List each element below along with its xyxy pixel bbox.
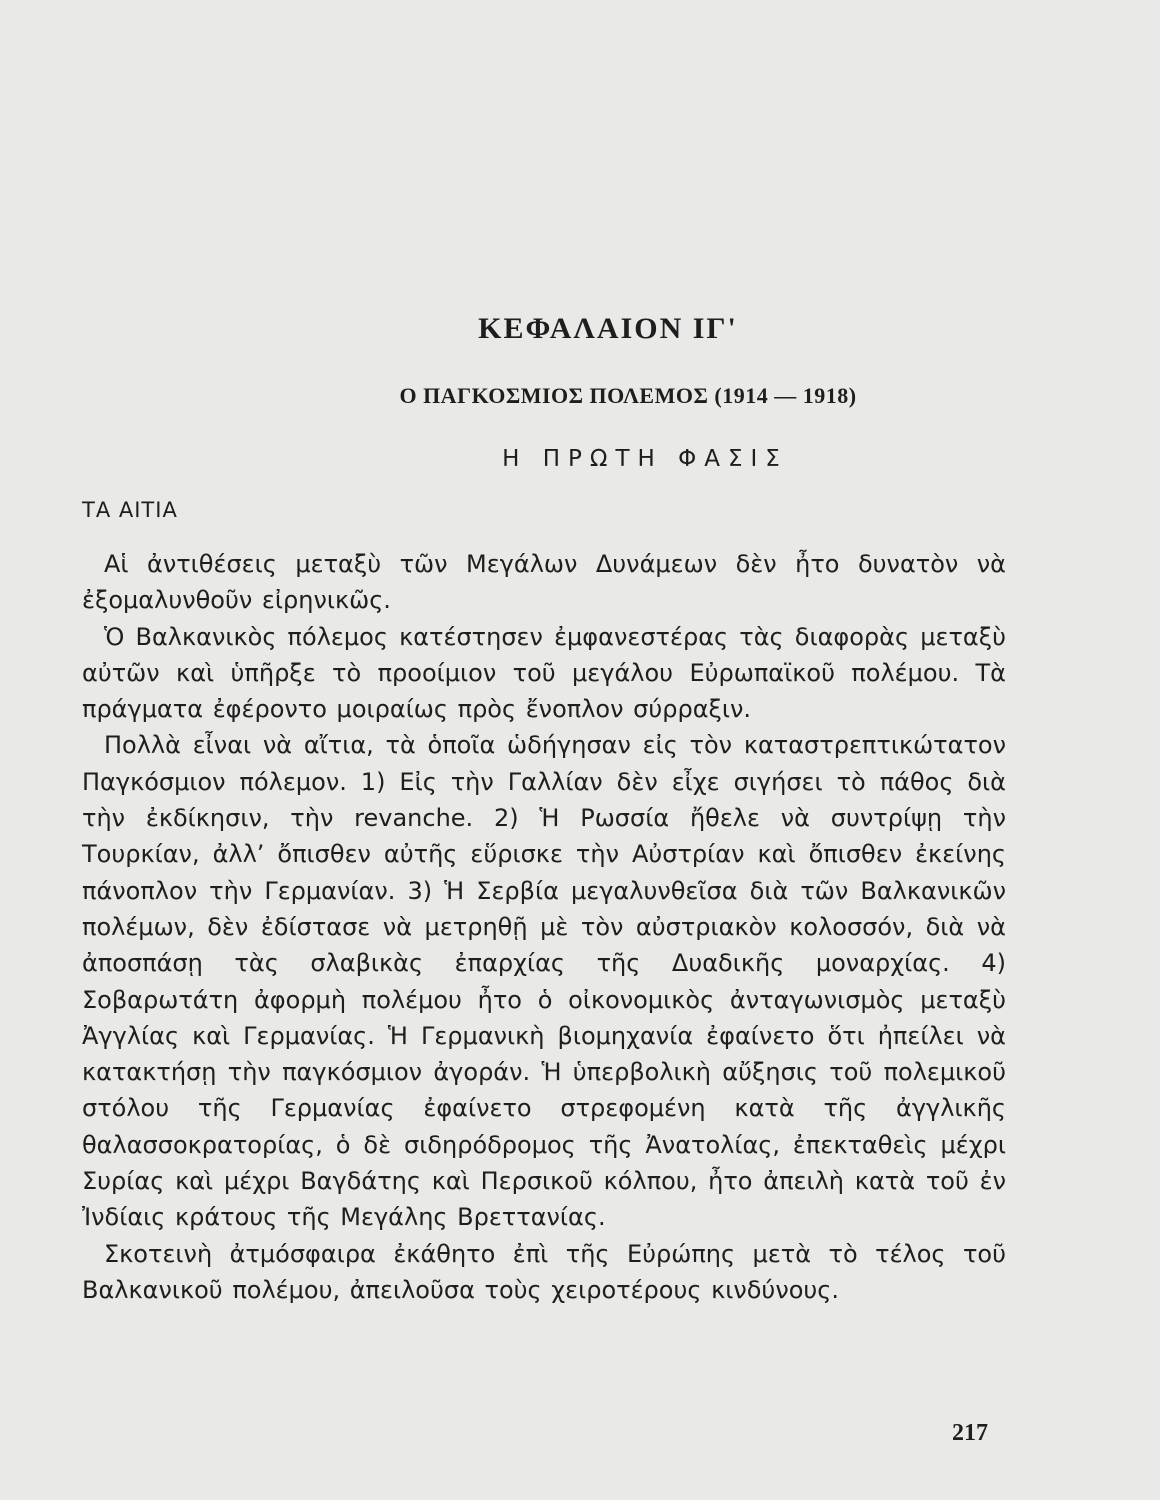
chapter-title: ΚΕΦΑΛΑΙΟΝ ΙΓ' [478,312,738,345]
subsection-heading: ΤΑ ΑΙΤΙΑ [82,498,178,522]
paragraph: Αἱ ἀντιθέσεις μεταξὺ τῶν Μεγάλων Δυνάμεων δὲν ἦτο δυνατὸν νὰ ἐξομαλυνθοῦν εἰρηνικῶς. [82,550,1006,615]
paragraph: Πολλὰ εἶναι νὰ αἴτια, τὰ ὁποῖα ὡδήγησαν εἰς τὸν καταστρεπτικώτατον Παγκόσμιον πόλεμον. 1) Εἰς τὴν Γαλλίαν δὲν εἶχε σιγήσει τὸ πάθος διὰ τὴν ἐκδίκησιν, τὴν revanche. 2) Ἡ Ρωσσία ἤθελε νὰ συντρίψῃ τὴν Τουρκίαν, ἀλλ’ ὄπισθεν αὐτῆς εὕρισκε τὴν Αὐστρίαν καὶ ὄπισθεν ἐκείνης πάνοπλον τὴν Γερμανίαν. 3) Ἡ Σερβία μεγαλυνθεῖσα διὰ τῶν Βαλκανικῶν πολέμων, δὲν ἐδίστασε νὰ μετρηθῇ μὲ τὸν αὐστριακὸν κολοσσόν, διὰ νὰ ἀποσπάσῃ τὰς σλαβικὰς ἐπαρχίας τῆς Δυαδικῆς μοναρχίας. 4) Σοβαρωτάτη ἀφορμὴ πολέμου ἦτο ὁ οἰκονομικὸς ἀνταγωνισμὸς μεταξὺ Ἀγγλίας καὶ Γερμανίας. Ἡ Γερμανικὴ βιομηχανία ἐφαίνετο ὅτι ἠπείλει νὰ κατακτήσῃ τὴν παγκόσμιον ἀγοράν. Ἡ ὑπερβολικὴ αὔξησις τοῦ πολεμικοῦ στόλου τῆς Γερμανίας ἐφαίνετο στρεφομένη κατὰ τῆς ἀγγλικῆς θαλασσοκρατορίας, ὁ δὲ σιδηρόδρομος τῆς Ἀνατολίας, ἐπεκταθεὶς μέχρι Συρίας καὶ μέχρι Βαγδάτης καὶ Περσικοῦ κόλπου, ἦτο ἀπειλὴ κατὰ τοῦ ἐν Ἰνδίαις κράτους τῆς Μεγάλης Βρεττανίας. [82,731,1006,1232]
chapter-subtitle: Ο ΠΑΓΚΟΣΜΙΟΣ ΠΟΛΕΜΟΣ (1914 — 1918) [399,383,857,408]
page-number: 217 [952,1420,988,1446]
body-text [82,546,1006,1308]
paragraph: Ὁ Βαλκανικὸς πόλεμος κατέστησεν ἐμφανεστέρας τὰς διαφορὰς μεταξὺ αὐτῶν καὶ ὑπῆρξε τὸ προοίμιον τοῦ μεγάλου Εὐρωπαϊκοῦ πολέμου. Τὰ πράγματα ἐφέροντο μοιραίως πρὸς ἔνοπλον σύρραξιν. [82,622,1006,724]
section-title: Η ΠΡΩΤΗ ΦΑΣΙΣ [502,446,788,472]
paragraph: Σκοτεινὴ ἀτμόσφαιρα ἐκάθητο ἐπὶ τῆς Εὐρώπης μετὰ τὸ τέλος τοῦ Βαλκανικοῦ πολέμου, ἀπειλοῦσα τοὺς χειροτέρους κινδύνους. [82,1239,1006,1304]
